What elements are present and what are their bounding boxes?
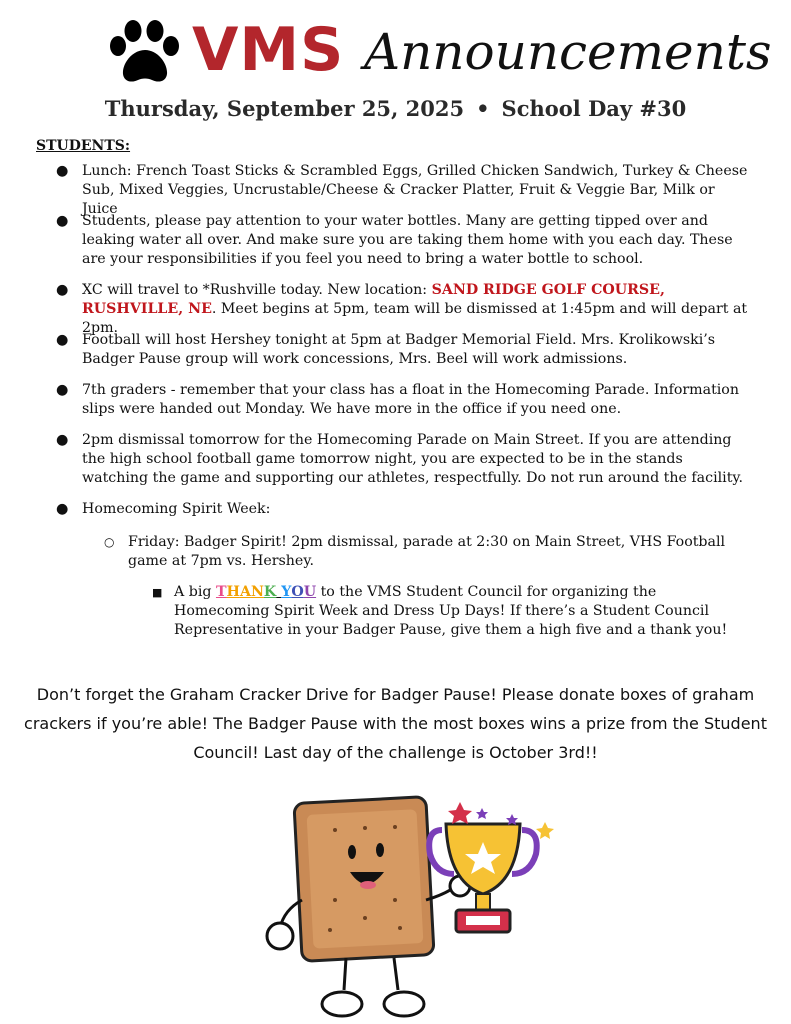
item-text: XC will travel to *Rushville today. New location:	[82, 282, 432, 298]
rainbow-letter: O	[291, 584, 304, 600]
sub-sub-list-item	[152, 583, 744, 640]
rainbow-letter: T	[215, 584, 227, 600]
date-line	[0, 96, 791, 121]
hollow-bullet-icon: ○	[104, 535, 115, 549]
date: Thursday, September 25, 2025	[104, 96, 465, 121]
bullet-icon: ●	[56, 213, 69, 229]
item-text: 2pm dismissal tomorrow for the Homecoming Parade on Main Street. If you are attending the high school football game tomorrow night, you are expected to be in the stands watching the game and supporting our athletes, respectfully. Do not run around the facility.	[82, 432, 744, 486]
list-item	[56, 281, 752, 338]
square-bullet-icon: ■	[152, 586, 163, 599]
bullet-icon: ●	[56, 282, 69, 298]
rainbow-letter: H	[226, 584, 240, 600]
date-separator: •	[476, 96, 490, 121]
location-highlight: SAND RIDGE GOLF COURSE, RUSHVILLE, NE	[82, 282, 665, 317]
bullet-icon: ●	[56, 432, 69, 448]
bullet-icon: ●	[56, 163, 69, 179]
paw-print-icon	[108, 20, 182, 86]
school-day: School Day #30	[501, 96, 687, 121]
bullet-icon: ●	[56, 501, 69, 517]
list-item	[56, 331, 752, 369]
header	[0, 14, 791, 86]
graham-cracker-trophy-illustration	[250, 790, 570, 1024]
rainbow-letter: N	[250, 584, 264, 600]
school-logo-text: VMS	[192, 15, 345, 85]
rainbow-letter: Y	[281, 584, 292, 600]
sub-item-text: Friday: Badger Spirit! 2pm dismissal, parade at 2:30 on Main Street, VHS Football game at 7pm vs. Hershey.	[128, 534, 726, 569]
item-text: Football will host Hershey tonight at 5pm at Badger Memorial Field. Mrs. Krolikowski’s Badger Pause group will work concessions, Mrs. Beel will work admissions.	[82, 332, 716, 367]
item-text: Lunch: French Toast Sticks & Scrambled Eggs, Grilled Chicken Sandwich, Turkey & Cheese Sub, Mixed Veggies, Uncrustable/Cheese & Cracker Platter, Fruit & Veggie Bar, Milk or Juice	[82, 163, 748, 217]
list-item	[56, 381, 752, 419]
page-title: Announcements	[364, 23, 772, 81]
subsub-post: to the VMS Student Council for organizing the Homecoming Spirit Week and Dress Up Days! If there’s a Student Council Representative in your Badger Pause, give them a high five and a thank you!	[174, 584, 728, 638]
list-item	[56, 162, 752, 219]
list-item	[56, 212, 752, 269]
subsub-pre: A big	[174, 584, 216, 600]
section-heading: STUDENTS:	[36, 138, 131, 154]
item-text: Homecoming Spirit Week:	[82, 501, 271, 517]
rainbow-letter: U	[303, 584, 317, 600]
list-item	[56, 431, 752, 488]
graham-cracker-callout: Don’t forget the Graham Cracker Drive for Badger Pause! Please donate boxes of graham crackers if you’re able! The Badger Pause with the most boxes wins a prize from the Student Council! Last day of the challenge is October 3rd!!	[24, 685, 767, 762]
list-item	[56, 500, 752, 519]
bullet-icon: ●	[56, 382, 69, 398]
rainbow-letter: A	[239, 584, 251, 600]
bullet-icon: ●	[56, 332, 69, 348]
rainbow-letter: K	[263, 584, 277, 600]
item-text: Students, please pay attention to your water bottles. Many are getting tipped over and leaking water all over. And make sure you are taking them home with you each day. These are your responsibilities if you feel you need to bring a water bottle to school.	[82, 213, 733, 267]
item-text-cont: . Meet begins at 5pm, team will be dismissed at 1:45pm and will depart at 2pm.	[82, 301, 748, 336]
sub-list-item	[104, 533, 728, 571]
thank-you-rainbow	[216, 584, 316, 600]
trophy-icon	[429, 802, 554, 932]
item-text: 7th graders - remember that your class has a float in the Homecoming Parade. Information slips were handed out Monday. We have more in the office if you need one.	[82, 382, 739, 417]
